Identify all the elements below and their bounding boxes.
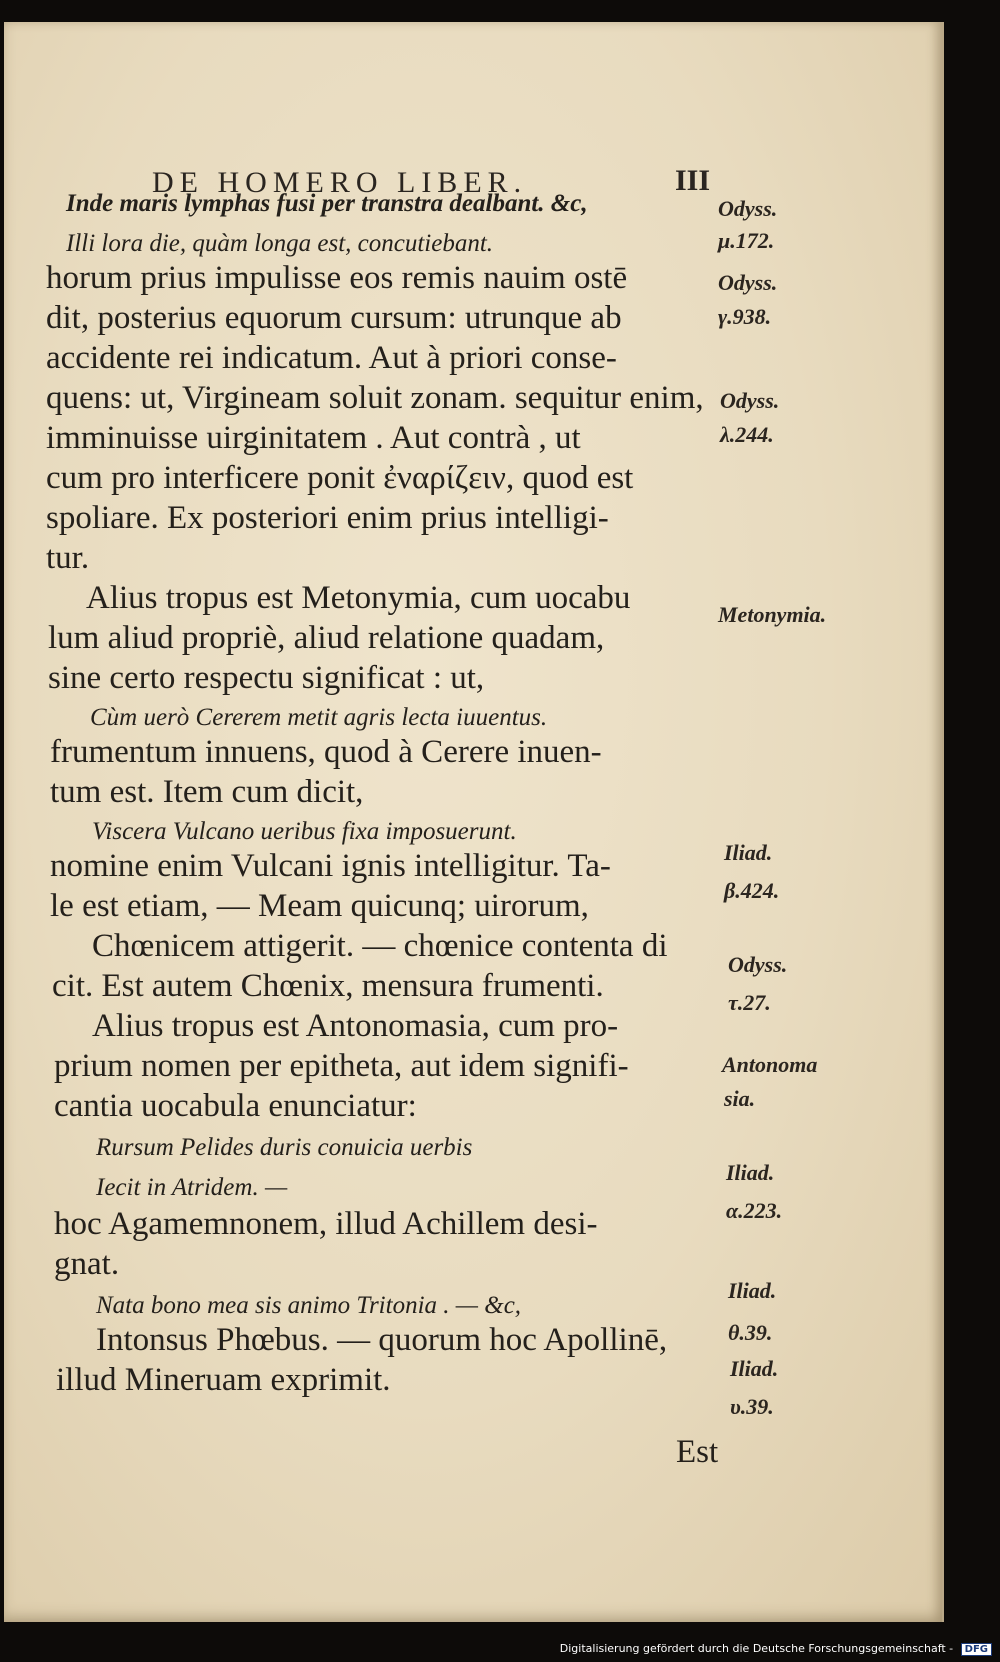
text-line: Intonsus Phœbus. — quorum hoc Apollinē, (96, 1322, 668, 1358)
text-line: cantia uocabula enunciatur: (54, 1088, 417, 1124)
text-line: Nata bono mea sis animo Tritonia . — &c, (96, 1292, 522, 1319)
margin-note: μ.172. (718, 228, 775, 253)
catchword: Est (676, 1434, 719, 1470)
text-line: accidente rei indicatum. Aut à priori conse- (46, 340, 617, 376)
text-line: Cùm uerò Cererem metit agris lecta iuuentus. (90, 704, 548, 731)
margin-note: λ.244. (720, 422, 774, 447)
digitization-credit (560, 1642, 992, 1656)
margin-note: υ.39. (730, 1394, 774, 1419)
margin-note: β.424. (724, 878, 780, 903)
text-line: hoc Agamemnonem, illud Achillem desi- (54, 1206, 598, 1242)
text-line: Viscera Vulcano ueribus fixa imposuerunt. (92, 818, 517, 845)
margin-note: Odyss. (728, 952, 788, 977)
margin-note: θ.39. (728, 1320, 773, 1345)
text-line: horum prius impulisse eos remis nauim ostē (46, 260, 628, 296)
margin-note: Odyss. (718, 270, 778, 295)
book-page (4, 22, 944, 1622)
text-line: sine certo respectu significat : ut, (48, 660, 485, 696)
page-number: III (675, 164, 711, 197)
text-line: dit, posterius equorum cursum: utrunque ab (46, 300, 622, 336)
margin-note: τ.27. (728, 990, 771, 1015)
text-line: tum est. Item cum dicit, (50, 774, 364, 810)
margin-note: Iliad. (726, 1160, 775, 1185)
margin-note: sia. (724, 1086, 756, 1111)
text-line: lum aliud propriè, aliud relatione quadam, (48, 620, 605, 656)
credit-text: Digitalisierung gefördert durch die Deutsche Forschungsgemeinschaft - (559, 1642, 954, 1655)
text-line: frumentum innuens, quod à Cerere inuen- (50, 734, 602, 770)
text-line: illud Mineruam exprimit. (56, 1362, 391, 1398)
text-line: gnat. (54, 1246, 120, 1282)
margin-note: α.223. (726, 1198, 783, 1223)
margin-note: γ.938. (718, 304, 772, 329)
text-line: cum pro interficere ponit ἐναρίζειν, quod est (46, 460, 634, 496)
dfg-logo: DFG (961, 1643, 992, 1656)
margin-note: Iliad. (730, 1356, 779, 1381)
margin-note: Antonoma (722, 1052, 818, 1077)
margin-note: Odyss. (718, 196, 778, 221)
text-line: cit. Est autem Chœnix, mensura frumenti. (52, 968, 604, 1004)
text-line: spoliare. Ex posteriori enim prius intelligi- (46, 500, 609, 536)
margin-note: Iliad. (724, 840, 773, 865)
text-line: Inde maris lymphas fusi per transtra dealbant. &c, (66, 190, 588, 217)
running-title: DE HOMERO LIBER. (152, 166, 528, 199)
text-line: Iecit in Atridem. — (96, 1174, 288, 1201)
text-line: Chœnicem attigerit. — chœnice contenta di (92, 928, 668, 964)
text-line: Rursum Pelides duris conuicia uerbis (96, 1134, 473, 1161)
margin-note: Odyss. (720, 388, 780, 413)
text-line: nomine enim Vulcani ignis intelligitur. Ta- (50, 848, 611, 884)
text-line: Alius tropus est Antonomasia, cum pro- (92, 1008, 619, 1044)
text-line: Alius tropus est Metonymia, cum uocabu (86, 580, 631, 616)
text-line: le est etiam, — Meam quicunq; uirorum, (50, 888, 589, 924)
text-line: Illi lora die, quàm longa est, concutiebant. (66, 230, 494, 257)
text-line: imminuisse uirginitatem . Aut contrà , ut (46, 420, 581, 456)
text-line: quens: ut, Virgineam soluit zonam. sequitur enim, (46, 380, 704, 416)
text-line: prium nomen per epitheta, aut idem signifi- (54, 1048, 629, 1084)
margin-note: Iliad. (728, 1278, 777, 1303)
margin-note: Metonymia. (718, 602, 827, 627)
scan-footer (0, 1622, 1000, 1662)
text-line: tur. (46, 540, 90, 576)
